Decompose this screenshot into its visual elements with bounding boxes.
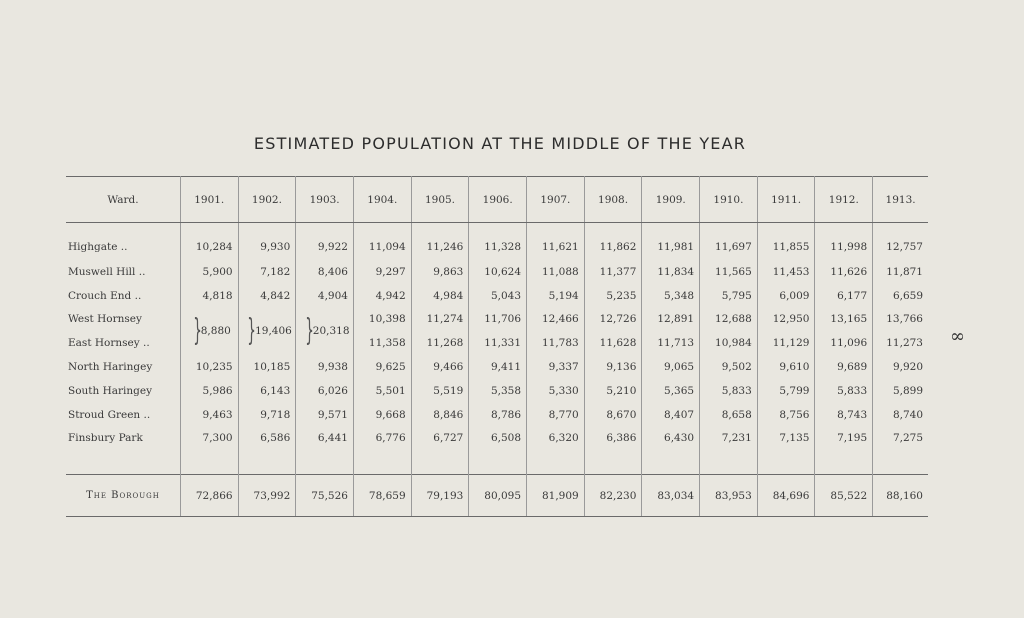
- spacer-cell: [527, 450, 585, 474]
- value-cell: 8,756: [757, 403, 815, 427]
- value-cell: 6,009: [757, 284, 815, 308]
- value-cell: 9,610: [757, 355, 815, 379]
- table-row: [66, 355, 928, 379]
- value-cell: 12,726: [584, 308, 642, 332]
- value-cell: 8,670: [584, 403, 642, 427]
- value-cell: 5,799: [757, 379, 815, 403]
- spacer-cell: [296, 450, 354, 474]
- value-cell: 10,235: [180, 355, 238, 379]
- spacer-row: [66, 450, 928, 474]
- value-cell: 6,177: [815, 284, 873, 308]
- value-cell: 11,981: [642, 223, 700, 261]
- value-cell: 11,855: [757, 223, 815, 261]
- value-cell: 11,129: [757, 331, 815, 355]
- value-cell: 10,984: [700, 331, 758, 355]
- value-cell: 9,625: [353, 355, 411, 379]
- value-cell: 6,386: [584, 427, 642, 451]
- ward-name: Crouch End ..: [66, 284, 180, 308]
- value-cell: 11,713: [642, 331, 700, 355]
- combined-value: 20,318: [312, 325, 350, 338]
- value-cell: 11,274: [411, 308, 469, 332]
- ward-name: Muswell Hill ..: [66, 260, 180, 284]
- ward-name: North Haringey: [66, 355, 180, 379]
- value-cell: 4,904: [296, 284, 354, 308]
- value-cell: 11,328: [469, 223, 527, 261]
- ward-name: East Hornsey ..: [66, 331, 180, 355]
- value-cell: 6,586: [238, 427, 296, 451]
- value-cell: 5,358: [469, 379, 527, 403]
- population-table: [66, 176, 928, 517]
- value-cell: 5,365: [642, 379, 700, 403]
- value-cell: 11,094: [353, 223, 411, 261]
- spacer-cell: [757, 450, 815, 474]
- value-cell: 7,135: [757, 427, 815, 451]
- ward-name: West Hornsey: [66, 308, 180, 332]
- value-cell: 9,297: [353, 260, 411, 284]
- value-cell: 10,284: [180, 223, 238, 261]
- ward-name: Highgate ..: [66, 223, 180, 261]
- value-cell: 9,668: [353, 403, 411, 427]
- value-cell: 5,900: [180, 260, 238, 284]
- value-cell: 9,920: [892, 361, 923, 374]
- column-header-year: 1901.: [180, 177, 238, 223]
- value-cell: 8,846: [411, 403, 469, 427]
- value-cell: 11,834: [642, 260, 700, 284]
- value-cell: 6,727: [411, 427, 469, 451]
- spacer-cell: [411, 450, 469, 474]
- value-cell: 5,519: [411, 379, 469, 403]
- table-row: [66, 403, 928, 427]
- column-header-year: 1913.: [873, 177, 928, 223]
- column-header-year: 1909.: [642, 177, 700, 223]
- total-value: 79,193: [411, 475, 469, 517]
- value-cell: 11,331: [469, 331, 527, 355]
- column-header-year: 1904.: [353, 177, 411, 223]
- value-cell: 5,795: [700, 284, 758, 308]
- value-cell: 6,659: [892, 289, 923, 302]
- spacer-cell: [469, 450, 527, 474]
- table-row: [66, 223, 928, 261]
- spacer-cell: [66, 450, 180, 474]
- value-cell: 9,718: [238, 403, 296, 427]
- spacer-cell: [873, 450, 928, 474]
- value-cell: 11,358: [353, 331, 411, 355]
- value-cell: 8,407: [642, 403, 700, 427]
- value-cell: 11,268: [411, 331, 469, 355]
- value-cell: 11,697: [700, 223, 758, 261]
- value-cell: 12,466: [527, 308, 585, 332]
- combined-value: 19,406: [255, 325, 292, 338]
- value-cell: 11,565: [700, 260, 758, 284]
- total-value: 88,160: [873, 475, 928, 517]
- value-cell: 4,984: [411, 284, 469, 308]
- value-cell: 9,922: [296, 223, 354, 261]
- value-cell: 7,182: [238, 260, 296, 284]
- header-row: [66, 177, 928, 223]
- combined-value-cell: [238, 308, 296, 356]
- value-cell: 11,998: [815, 223, 873, 261]
- spacer-cell: [238, 450, 296, 474]
- value-cell: 9,502: [700, 355, 758, 379]
- value-cell: 9,065: [642, 355, 700, 379]
- combined-value: 8,880: [200, 325, 231, 338]
- value-cell: 7,275: [892, 432, 923, 445]
- total-value: 82,230: [584, 475, 642, 517]
- value-cell: 9,930: [238, 223, 296, 261]
- value-cell: 6,026: [296, 379, 354, 403]
- spacer-cell: [700, 450, 758, 474]
- column-header-year: 1908.: [584, 177, 642, 223]
- value-cell: 11,626: [815, 260, 873, 284]
- table-row: [66, 427, 928, 451]
- table-row: [66, 379, 928, 403]
- value-cell: 5,235: [584, 284, 642, 308]
- total-label: The Borough: [66, 475, 180, 517]
- value-cell: 12,757: [886, 240, 923, 253]
- brace-mark: }: [304, 313, 314, 349]
- table-row: [66, 284, 928, 308]
- value-cell: 4,842: [238, 284, 296, 308]
- combined-value-cell: [296, 308, 354, 356]
- value-cell: 11,862: [584, 223, 642, 261]
- total-row: [66, 475, 928, 517]
- column-header-year: 1906.: [469, 177, 527, 223]
- value-cell: 9,337: [527, 355, 585, 379]
- value-cell: 5,899: [892, 384, 923, 397]
- spacer-cell: [584, 450, 642, 474]
- value-cell: 10,398: [353, 308, 411, 332]
- value-cell: 11,377: [584, 260, 642, 284]
- value-cell: 10,185: [238, 355, 296, 379]
- brace-mark: }: [192, 313, 202, 349]
- value-cell: 11,246: [411, 223, 469, 261]
- value-cell: 5,330: [527, 379, 585, 403]
- value-cell: 12,891: [642, 308, 700, 332]
- value-cell: 10,624: [469, 260, 527, 284]
- value-cell: 8,786: [469, 403, 527, 427]
- value-cell: 8,406: [296, 260, 354, 284]
- value-cell: 12,688: [700, 308, 758, 332]
- value-cell: 6,143: [238, 379, 296, 403]
- value-cell: 9,689: [815, 355, 873, 379]
- value-cell: 6,508: [469, 427, 527, 451]
- total-value: 81,909: [527, 475, 585, 517]
- value-cell: 9,136: [584, 355, 642, 379]
- value-cell: 9,571: [296, 403, 354, 427]
- combined-value-cell: [180, 308, 238, 356]
- value-cell: 9,466: [411, 355, 469, 379]
- value-cell: 11,088: [527, 260, 585, 284]
- total-value: 73,992: [238, 475, 296, 517]
- brace-mark: }: [247, 313, 256, 349]
- value-cell: 11,096: [815, 331, 873, 355]
- column-header-year: 1905.: [411, 177, 469, 223]
- value-cell: 11,273: [886, 337, 923, 350]
- value-cell: 4,942: [353, 284, 411, 308]
- value-cell: 13,165: [815, 308, 873, 332]
- value-cell: 5,043: [469, 284, 527, 308]
- total-value: 72,866: [180, 475, 238, 517]
- value-cell: 8,770: [527, 403, 585, 427]
- value-cell: 7,231: [700, 427, 758, 451]
- column-header-year: 1907.: [527, 177, 585, 223]
- value-cell: 11,453: [757, 260, 815, 284]
- value-cell: 4,818: [180, 284, 238, 308]
- table-body: [66, 223, 928, 475]
- table-row: [66, 260, 928, 284]
- value-cell: 7,300: [180, 427, 238, 451]
- spacer-cell: [353, 450, 411, 474]
- value-cell: 11,621: [527, 223, 585, 261]
- total-value: 78,659: [353, 475, 411, 517]
- value-cell: 6,776: [353, 427, 411, 451]
- ward-name: South Haringey: [66, 379, 180, 403]
- value-cell: 9,863: [411, 260, 469, 284]
- column-header-year: 1912.: [815, 177, 873, 223]
- column-header-ward: Ward.: [66, 177, 180, 223]
- total-value: 83,034: [642, 475, 700, 517]
- total-value: 84,696: [757, 475, 815, 517]
- page-number: ∞: [950, 326, 965, 347]
- value-cell: 6,430: [642, 427, 700, 451]
- value-cell: 11,871: [886, 265, 923, 278]
- value-cell: 5,210: [584, 379, 642, 403]
- spacer-cell: [642, 450, 700, 474]
- value-cell: 11,783: [527, 331, 585, 355]
- table-title: ESTIMATED POPULATION AT THE MIDDLE OF THE YEAR: [253, 134, 747, 153]
- value-cell: 8,658: [700, 403, 758, 427]
- column-header-year: 1911.: [757, 177, 815, 223]
- value-cell: 11,628: [584, 331, 642, 355]
- value-cell: 9,938: [296, 355, 354, 379]
- value-cell: 8,743: [815, 403, 873, 427]
- value-cell: 6,441: [296, 427, 354, 451]
- value-cell: 6,320: [527, 427, 585, 451]
- ward-name: Stroud Green ..: [66, 403, 180, 427]
- table-row: [66, 308, 928, 332]
- ward-name: Finsbury Park: [66, 427, 180, 451]
- value-cell: 9,463: [180, 403, 238, 427]
- value-cell: 12,950: [757, 308, 815, 332]
- column-header-year: 1902.: [238, 177, 296, 223]
- value-cell: 5,194: [527, 284, 585, 308]
- value-cell: 5,833: [700, 379, 758, 403]
- total-value: 83,953: [700, 475, 758, 517]
- value-cell: 11,706: [469, 308, 527, 332]
- value-cell: 9,411: [469, 355, 527, 379]
- value-cell: 7,195: [815, 427, 873, 451]
- total-value: 80,095: [469, 475, 527, 517]
- value-cell: 13,766: [886, 313, 923, 326]
- value-cell: 5,348: [642, 284, 700, 308]
- value-cell: 5,833: [815, 379, 873, 403]
- spacer-cell: [815, 450, 873, 474]
- column-header-year: 1910.: [700, 177, 758, 223]
- column-header-year: 1903.: [296, 177, 354, 223]
- total-value: 75,526: [296, 475, 354, 517]
- spacer-cell: [180, 450, 238, 474]
- value-cell: 5,986: [180, 379, 238, 403]
- value-cell: 5,501: [353, 379, 411, 403]
- total-value: 85,522: [815, 475, 873, 517]
- value-cell: 8,740: [892, 408, 923, 421]
